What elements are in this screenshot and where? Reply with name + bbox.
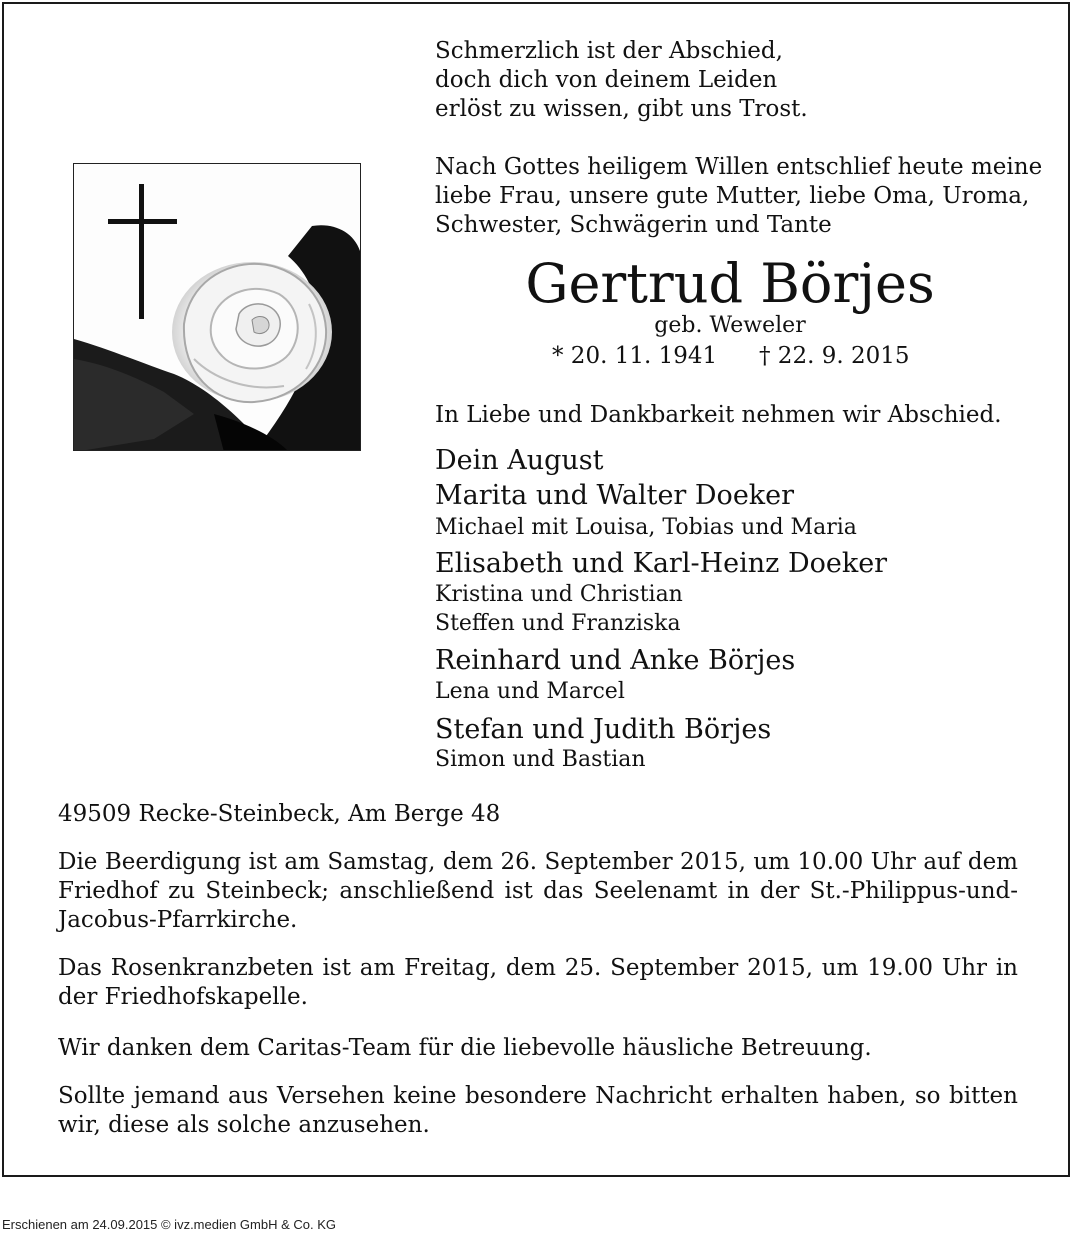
mourner-children: Steffen und Franziska: [435, 611, 681, 636]
intro-line: Nach Gottes heiligem Willen entschlief heute meine: [435, 154, 1043, 180]
mourner-name: Stefan und Judith Börjes: [435, 714, 772, 745]
maiden-name: geb. Weweler: [654, 313, 806, 338]
verse-line: doch dich von deinem Leiden: [435, 67, 778, 93]
birth-date: * 20. 11. 1941: [552, 343, 718, 369]
mourner-name: Reinhard und Anke Börjes: [435, 645, 796, 676]
cross-rose-image: [73, 163, 361, 451]
mourner-name: Marita und Walter Doeker: [435, 480, 795, 511]
farewell-line: In Liebe und Dankbarkeit nehmen wir Abschied.: [435, 402, 1002, 428]
publication-footer: Erschienen am 24.09.2015 © ivz.medien GmbH & Co. KG: [2, 1217, 337, 1232]
notice-paragraph: Sollte jemand aus Versehen keine besondere Nachricht erhalten haben, so bitten wir, diese als solche anzusehen.: [58, 1083, 1018, 1138]
mourner-children: Lena und Marcel: [435, 679, 625, 704]
mourner-name: Dein August: [435, 445, 604, 476]
thanks-paragraph: Wir danken dem Caritas-Team für die liebevolle häusliche Betreuung.: [58, 1035, 872, 1061]
mourner-children: Michael mit Louisa, Tobias und Maria: [435, 515, 857, 540]
address: 49509 Recke-Steinbeck, Am Berge 48: [58, 801, 501, 827]
intro-line: liebe Frau, unsere gute Mutter, liebe Oma, Uroma,: [435, 183, 1030, 209]
deceased-name: Gertrud Börjes: [525, 252, 935, 315]
mourner-children: Kristina und Christian: [435, 582, 683, 607]
rosary-paragraph: Das Rosenkranzbeten ist am Freitag, dem 25. September 2015, um 19.00 Uhr in der Friedhofskapelle.: [58, 955, 1018, 1010]
funeral-paragraph: Die Beerdigung ist am Samstag, dem 26. September 2015, um 10.00 Uhr auf dem Friedhof zu Steinbeck; anschließend ist das Seelenamt in der St.-Philippus-und-Jacobus-Pfarrkirche.: [58, 849, 1018, 933]
verse-line: erlöst zu wissen, gibt uns Trost.: [435, 96, 808, 122]
verse-line: Schmerzlich ist der Abschied,: [435, 38, 783, 64]
death-date: † 22. 9. 2015: [759, 343, 910, 369]
mourner-name: Elisabeth und Karl-Heinz Doeker: [435, 548, 888, 579]
mourner-children: Simon und Bastian: [435, 747, 646, 772]
cross-and-rose-icon: [74, 164, 361, 451]
intro-line: Schwester, Schwägerin und Tante: [435, 212, 832, 238]
